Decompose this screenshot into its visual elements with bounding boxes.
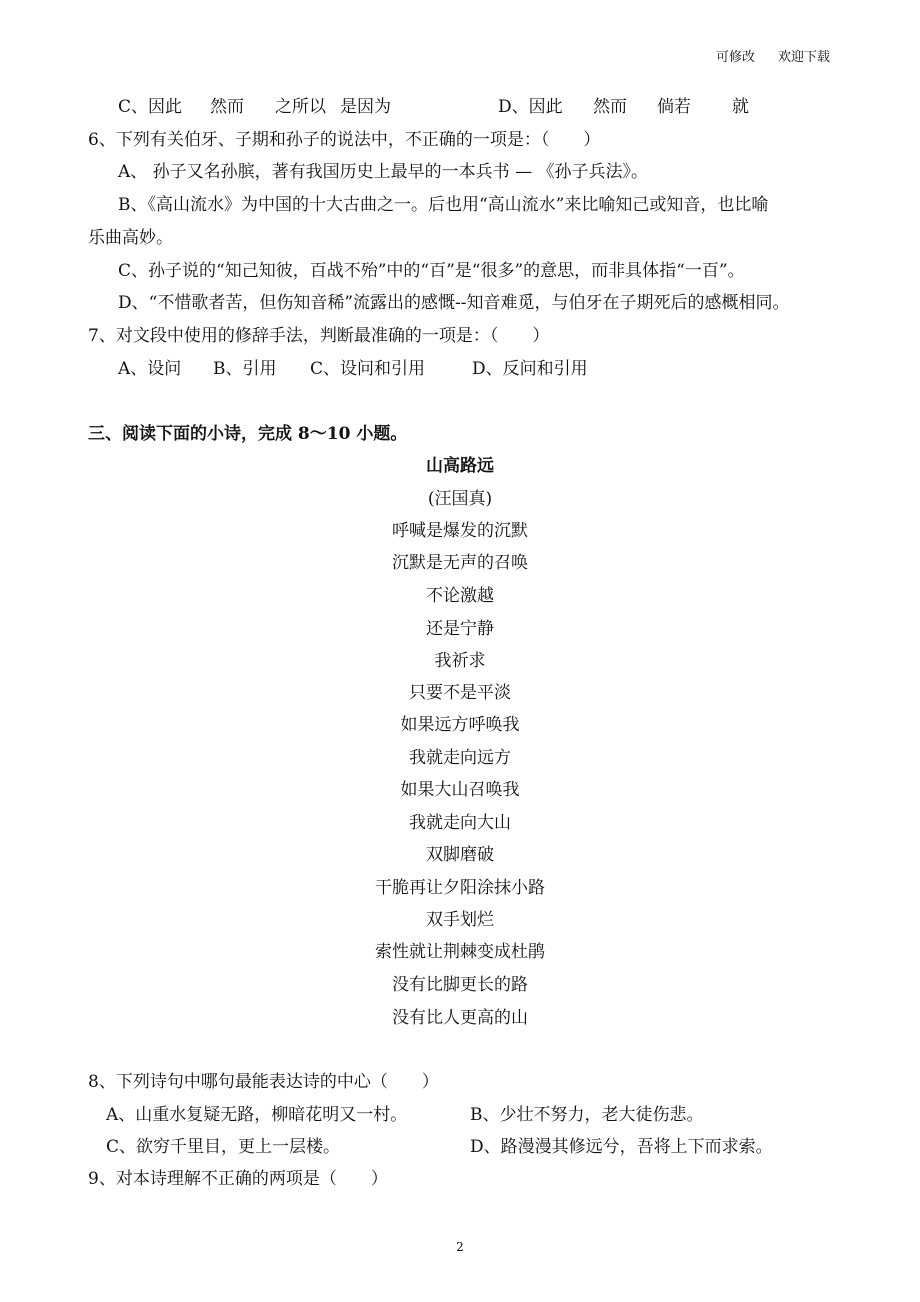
q5-option-c-part-d: 是因为 [340,97,391,117]
q6-option-b-line2: 乐曲高妙。 [88,228,173,248]
q7-stem: 7、对文段中使用的修辞手法，判断最准确的一项是：（ ） [88,326,550,346]
q7-option-d: D、反问和引用 [472,359,588,379]
q5-option-d-part-d: 就 [732,97,749,117]
q5-option-d-part-b: 然而 [593,97,627,117]
poem-line: 呼喊是爆发的沉默 [392,521,528,541]
q6-stem: 6、下列有关伯牙、子期和孙子的说法中，不正确的一项是：（ ） [88,130,601,150]
q8-stem: 8、下列诗句中哪句最能表达诗的中心（ ） [88,1072,439,1092]
poem-line: 没有比脚更长的路 [392,975,528,995]
poem-author: (汪国真) [427,489,493,509]
poem-line: 干脆再让夕阳涂抹小路 [375,878,545,898]
q6-option-a: A、 孙子又名孙膑，著有我国历史上最早的一本兵书 — 《孙子兵法》。 [118,162,648,182]
q8-option-b: B、少壮不努力，老大徒伤悲。 [470,1105,704,1125]
q5-option-d-part-c: 倘若 [657,97,691,117]
poem-line: 索性就让荆棘变成杜鹃 [375,942,545,962]
poem-title: 山高路远 [426,456,494,476]
poem-line: 我祈求 [434,651,486,671]
poem-line: 双脚磨破 [426,845,494,865]
q8-option-c: C、欲穷千里目，更上一层楼。 [106,1137,341,1157]
header-right-text: 欢迎下载 [778,50,831,65]
q7-option-a: A、设问 [118,359,182,379]
poem-line: 没有比人更高的山 [392,1008,528,1028]
q6-option-c: C、孙子说的“知己知彼，百战不殆”中的“百”是“很多”的意思，而非具体指“一百”。 [118,261,745,281]
poem-line: 还是宁静 [426,619,494,639]
poem-line: 不论激越 [426,586,494,606]
q7-option-c: C、设问和引用 [310,359,426,379]
q6-option-d: D、“不惜歌者苦，但伤知音稀”流露出的感慨--知音难觅，与伯牙在子期死后的感概相同。 [118,293,790,313]
q8-option-d: D、路漫漫其修远兮，吾将上下而求索。 [470,1137,773,1157]
poem-line: 我就走向远方 [409,748,511,768]
poem-line: 沉默是无声的召唤 [392,553,528,573]
q8-option-a: A、山重水复疑无路，柳暗花明又一村。 [106,1105,408,1125]
poem-line: 如果大山召唤我 [400,780,520,800]
q6-option-b-line1: B、《高山流水》为中国的十大古曲之一。后也用“高山流水”来比喻知己或知音，也比喻 [118,195,769,215]
header-left-text: 可修改 [716,50,756,65]
poem-line: 我就走向大山 [409,813,511,833]
page-number: 2 [456,1240,464,1254]
q5-option-c-part-c: 之所以 [275,97,326,117]
poem-line: 如果远方呼唤我 [400,715,520,735]
q5-option-c-part-b: 然而 [210,97,244,117]
q5-option-d-part-a: D、因此 [498,97,563,117]
q9-stem: 9、对本诗理解不正确的两项是（ ） [88,1169,388,1189]
section-3-title: 三、阅读下面的小诗，完成 8～10 小题。 [88,424,408,444]
q7-option-b: B、引用 [213,359,277,379]
poem-line: 双手划烂 [426,910,494,930]
q5-option-c-part-a: C、因此 [118,97,183,117]
poem-line: 只要不是平淡 [409,683,511,703]
